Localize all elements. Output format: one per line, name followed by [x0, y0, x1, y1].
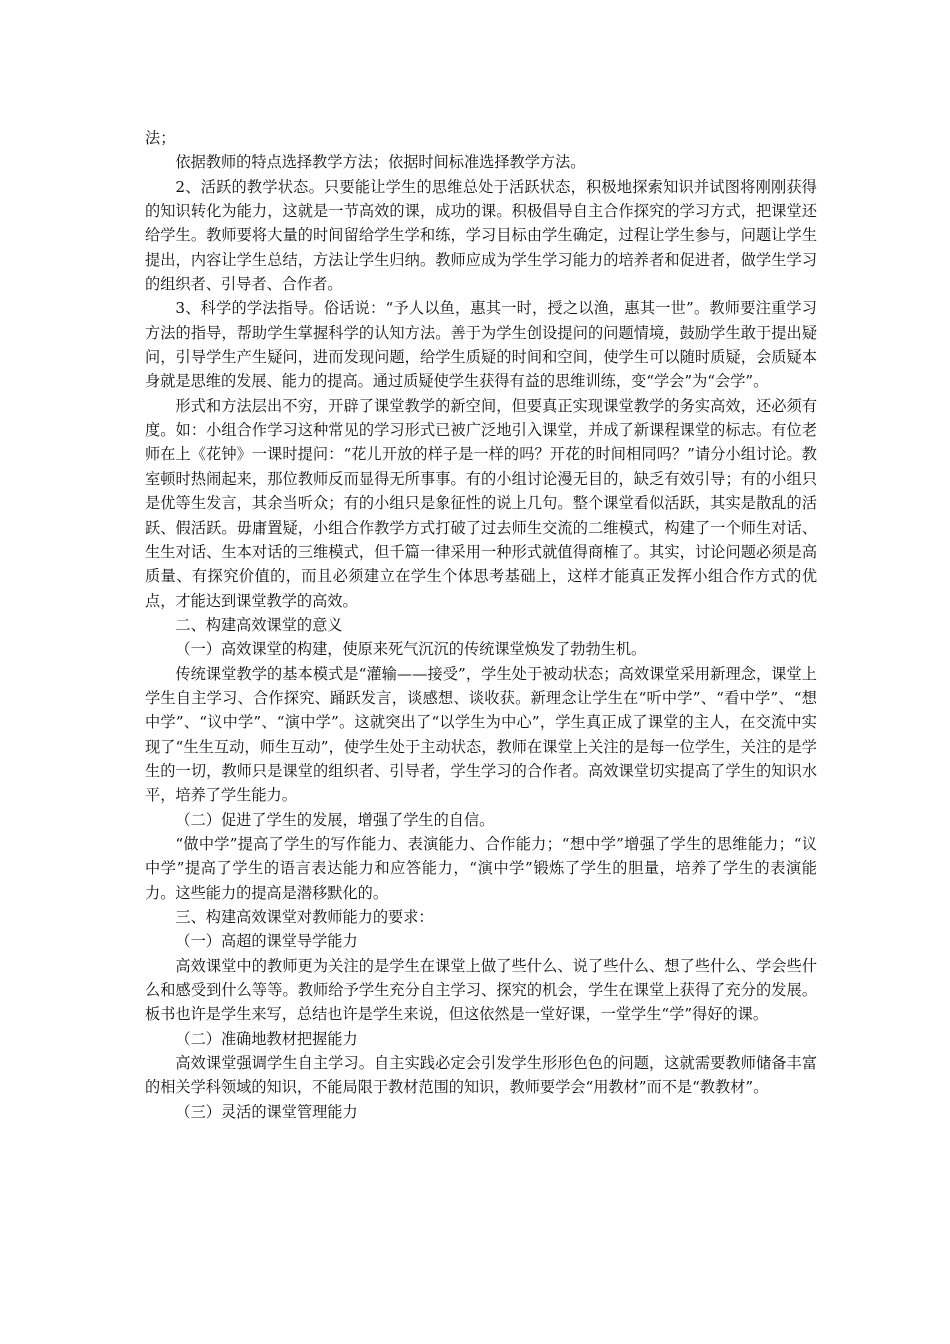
section-heading: 二、构建高效课堂的意义	[175, 615, 343, 634]
paragraph: 高效课堂中的教师更为关注的是学生在课堂上做了些什么、说了些什么、想了些什么、学会些什么和感受到什么等等。教师给予学生充分自主学习、探究的机会，学生在课堂上获得了充分的发展。板书也许是学生来写，总结也许是学生来说，但这依然是一堂好课，一堂学生“学”得好的课。	[145, 956, 817, 1024]
subsection-heading: （二）促进了学生的发展，增强了学生的自信。	[175, 810, 495, 829]
paragraph: 依据教师的特点选择教学方法；依据时间标准选择教学方法。	[175, 153, 586, 172]
paragraph: 形式和方法层出不穷，开辟了课堂教学的新空间，但要真正实现课堂教学的务实高效，还必须有度。如：小组合作学习这种常见的学习形式已被广泛地引入课堂，并成了新课程课堂的标志。有位老师在上《花钟》一课时提问：“花儿开放的样子是一样的吗？开花的时间相同吗？”请分小组讨论。教室顿时热闹起来，那位教师反而显得无所事事。有的小组讨论漫无目的，缺乏有效引导；有的小组只是优等生发言，其余当听众；有的小组只是象征性的说上几句。整个课堂看似活跃，其实是散乱的活跃、假活跃。毋庸置疑，小组合作教学方式打破了过去师生交流的二维模式，构建了一个师生对话、生生对话、生本对话的三维模式，但千篇一律采用一种形式就值得商榷了。其实，讨论问题必须是高质量、有探究价值的，而且必须建立在学生个体思考基础上，这样才能真正发挥小组合作方式的优点，才能达到课堂教学的高效。	[145, 396, 817, 610]
subsection-heading: （三）灵活的课堂管理能力	[175, 1102, 358, 1121]
paragraph: 高效课堂强调学生自主学习。自主实践必定会引发学生形形色色的问题，这就需要教师储备丰富的相关学科领域的知识，不能局限于教材范围的知识，教师要学会“用教材”而不是“教教材”。	[145, 1054, 817, 1097]
section-heading: 三、构建高效课堂对教师能力的要求：	[175, 908, 434, 926]
document-body	[145, 126, 817, 1124]
paragraph: 传统课堂教学的基本模式是“灌输——接受”，学生处于被动状态；高效课堂采用新理念，课堂上学生自主学习、合作探究、踊跃发言，谈感想、谈收获。新理念让学生在“听中学”、“看中学”、“想中学”、“议中学”、“演中学”。这就突出了“以学生为中心”，学生真正成了课堂的主人，在交流中实现了“生生互动，师生互动”，使学生处于主动状态，教师在课堂上关注的是每一位学生，关注的是学生的一切，教师只是课堂的组织者、引导者，学生学习的合作者。高效课堂切实提高了学生的知识水平，培养了学生能力。	[145, 664, 817, 805]
subsection-heading: （一）高超的课堂导学能力	[175, 932, 358, 951]
subsection-heading: （一）高效课堂的构建，使原来死气沉沉的传统课堂焕发了勃勃生机。	[175, 640, 647, 659]
paragraph: 法；	[145, 129, 176, 147]
paragraph: “做中学”提高了学生的写作能力、表演能力、合作能力；“想中学”增强了学生的思维能力；“议中学”提高了学生的语言表达能力和应答能力，“演中学”锻炼了学生的胆量，培养了学生的表演能力。这些能力的提高是潜移默化的。	[145, 834, 817, 902]
paragraph: 2、活跃的教学状态。只要能让学生的思维总处于活跃状态，积极地探索知识并试图将刚刚获得的知识转化为能力，这就是一节高效的课，成功的课。积极倡导自主合作探究的学习方式，把课堂还给学生。教师要将大量的时间留给学生学和练，学习目标由学生确定，过程让学生参与，问题让学生提出，内容让学生总结，方法让学生归纳。教师应成为学生学习能力的培养者和促进者，做学生学习的组织者、引导者、合作者。	[145, 177, 817, 294]
paragraph: 3、科学的学法指导。俗话说：“予人以鱼，惠其一时，授之以渔，惠其一世”。教师要注重学习方法的指导，帮助学生掌握科学的认知方法。善于为学生创设提问的问题情境，鼓励学生敢于提出疑问，引导学生产生疑问，进而发现问题，给学生质疑的时间和空间，使学生可以随时质疑，会质疑本身就是思维的发展、能力的提高。通过质疑使学生获得有益的思维训练，变“学会”为“会学”。	[145, 299, 817, 391]
subsection-heading: （二）准确地教材把握能力	[175, 1029, 358, 1048]
